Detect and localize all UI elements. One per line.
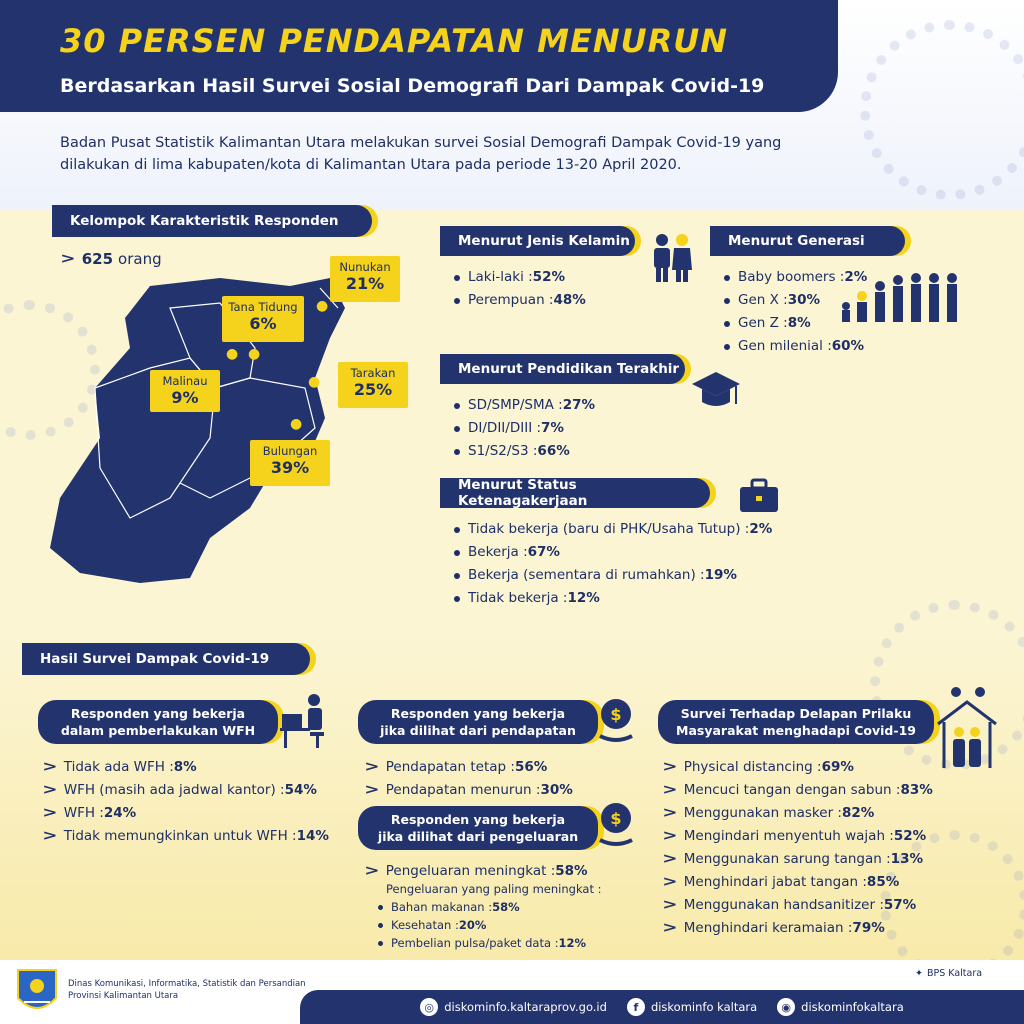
karakteristik-heading-label: Kelompok Karakteristik Responden [70,213,339,229]
item-label: Baby boomers : [738,269,845,285]
chevron-right-icon: > [42,782,58,798]
item-value: 30% [787,292,821,308]
generasi-list [724,266,867,358]
item-value: 2% [844,269,868,285]
chevron-right-icon: > [662,920,678,936]
item-value: 58% [555,863,588,879]
bullet-icon [378,941,383,946]
generasi-heading [710,226,905,256]
map-pin-icon: ● [308,374,321,390]
perilaku-heading [658,700,934,744]
wfh-heading-line1: Responden yang bekerja [70,706,246,721]
item-label: Tidak bekerja : [468,590,568,606]
list-item [664,756,933,779]
people-icon [650,232,694,284]
item-label: Laki-laki : [468,269,533,285]
list-item [378,898,586,916]
wfh-list [44,756,329,848]
pendapatan-heading-line2: jika dilihat dari pendapatan [380,723,576,738]
item-label: S1/S2/S3 : [468,443,538,459]
region-tarakan [338,362,408,408]
item-label: Pendapatan menurun : [385,782,541,798]
pengeluaran-heading-line1: Responden yang bekerja [390,812,566,827]
karakteristik-heading [52,205,372,237]
respondents-number: 625 [81,250,114,268]
jenis-kelamin-list [454,266,586,312]
bullet-icon [454,449,460,455]
list-item [664,802,933,825]
item-value: 60% [831,338,865,354]
item-value: 66% [537,443,570,459]
svg-text:$: $ [610,809,622,828]
perilaku-list [664,756,933,940]
chevron-right-icon: > [662,874,678,890]
star-icon: ✦ [915,968,923,979]
item-label: Perempuan : [468,292,554,308]
region-value: 6% [249,314,277,333]
item-value: 20% [458,918,487,932]
facebook-icon: f [627,998,645,1016]
region-value: 25% [353,380,393,399]
item-label: Mengindari menyentuh wajah : [683,828,894,844]
item-value: 19% [704,567,737,583]
jenis-kelamin-heading [440,226,635,256]
list-item [724,289,867,312]
pendidikan-list [454,394,595,463]
list-item [664,779,933,802]
item-label: WFH (masih ada jadwal kantor) : [63,782,285,798]
item-label: Physical distancing : [683,759,822,775]
bps-credit [915,968,982,979]
chevron-right-icon: > [662,897,678,913]
item-label: Menggunakan handsanitizer : [683,897,884,913]
svg-text:$: $ [610,705,622,724]
item-value: 24% [103,805,137,821]
item-label: Menggunakan masker : [683,805,842,821]
ketenagakerjaan-list [454,518,772,610]
chevron-right-icon: > [364,782,380,798]
list-item [366,756,573,779]
bullet-icon [724,298,730,304]
bullet-icon [454,298,460,304]
map-pin-icon: ● [290,416,303,432]
list-item [454,394,595,417]
pendidikan-heading [440,354,685,384]
item-value: 52% [893,828,927,844]
item-label: Gen milenial : [738,338,832,354]
wfh-heading-line2: dalam pemberlakukan WFH [60,723,256,738]
region-bulungan [250,440,330,486]
item-value: 12% [567,590,600,606]
pendapatan-heading [358,700,598,744]
bullet-icon [724,321,730,327]
item-value: 8% [787,315,811,331]
chevron-right-icon: > [662,851,678,867]
map-pin-icon: ● [316,298,329,314]
jenis-kelamin-heading-label: Menurut Jenis Kelamin [458,233,630,249]
chevron-right-icon: > [364,863,380,879]
item-value: 83% [900,782,933,798]
item-value: 54% [284,782,317,798]
item-label: DI/DII/DIII : [468,420,542,436]
footer-instagram[interactable] [777,998,904,1016]
generasi-heading-label: Menurut Generasi [728,233,865,249]
dinas-line2: Provinsi Kalimantan Utara [68,991,179,1001]
item-label: Menghindari jabat tangan : [683,874,867,890]
item-label: Tidak memungkinkan untuk WFH : [63,828,297,844]
item-value: 56% [514,759,548,775]
list-item [378,934,586,952]
bullet-icon [454,426,460,432]
list-item [44,756,329,779]
pengeluaran-heading [358,806,598,850]
chevron-right-icon: > [662,828,678,844]
item-label: Pengeluaran meningkat : [385,863,556,879]
region-name: Nunukan [339,260,391,274]
pendidikan-heading-label: Menurut Pendidikan Terakhir [458,361,680,377]
list-item [454,564,772,587]
respondents-count [62,250,162,268]
bullet-icon [454,275,460,281]
chevron-right-icon: > [662,759,678,775]
list-item [724,266,867,289]
region-value: 39% [270,458,310,477]
item-value: 82% [841,805,875,821]
ketenagakerjaan-heading [440,478,710,508]
province-emblem-icon [14,966,60,1018]
list-item [378,916,586,934]
item-value: 27% [562,397,596,413]
chevron-right-icon: > [364,759,380,775]
pendapatan-heading-line1: Responden yang bekerja [390,706,566,721]
perilaku-heading-line2: Masyarakat menghadapi Covid-19 [676,723,916,738]
money-up-icon [596,800,636,850]
list-item [664,848,933,871]
region-nunukan [330,256,400,302]
item-value: 52% [532,269,565,285]
money-down-icon [596,696,636,746]
footer-website[interactable] [420,998,607,1016]
pengeluaran-sublist [378,898,586,952]
list-item [724,312,867,335]
item-label: Mencuci tangan dengan sabun : [683,782,901,798]
item-label: Gen X : [738,292,788,308]
graduation-cap-icon [690,370,742,414]
chevron-right-icon: > [662,805,678,821]
region-name: Malinau [162,374,208,388]
bullet-icon [378,923,383,928]
list-item [454,518,772,541]
list-item [44,825,329,848]
bullet-icon [454,527,460,533]
bullet-icon [454,573,460,579]
website-label: diskominfo.kaltaraprov.go.id [444,1000,607,1014]
item-value: 13% [890,851,923,867]
footer-bar [300,990,1024,1024]
bullet-icon [454,550,460,556]
bullet-icon [378,905,383,910]
list-item [454,289,586,312]
chevron-right-icon: > [42,759,58,775]
pengeluaran-heading-line2: jika dilihat dari pengeluaran [377,829,579,844]
wfh-heading [38,700,278,744]
instagram-label: diskominfokaltara [801,1000,904,1014]
item-value: 2% [749,521,773,537]
bullet-icon [454,596,460,602]
item-label: Bekerja : [468,544,528,560]
region-name: Bulungan [262,444,318,458]
list-item [664,894,933,917]
dinas-name [68,978,306,1002]
list-item [366,779,573,802]
pendapatan-list [366,756,573,802]
hasil-heading-label: Hasil Survei Dampak Covid-19 [40,651,270,667]
item-label: Kesehatan : [391,918,459,932]
respondents-unit: orang [118,250,162,268]
list-item [664,917,933,940]
facebook-label: diskominfo kaltara [650,1000,758,1014]
dinas-line1: Dinas Komunikasi, Informatika, Statistik dan Persandian [68,979,306,989]
list-item [724,335,867,358]
list-item [454,440,595,463]
home-family-icon [934,684,1000,772]
item-label: Pembelian pulsa/paket data : [391,936,559,950]
list-item [454,587,772,610]
item-value: 57% [883,897,917,913]
item-label: Gen Z : [738,315,788,331]
bps-label: BPS Kaltara [926,968,983,979]
page-title: 30 PERSEN PENDAPATAN MENURUN [60,22,728,60]
item-label: Tidak bekerja (baru di PHK/Usaha Tutup) : [468,521,750,537]
item-value: 12% [558,936,587,950]
item-label: Bekerja (sementara di rumahkan) : [468,567,705,583]
hasil-heading [22,643,310,675]
bullet-icon [724,344,730,350]
list-item [44,802,329,825]
item-label: WFH : [63,805,104,821]
item-label: Menghindari keramaian : [683,920,853,936]
desk-worker-icon [280,692,330,750]
chevron-right-icon: > [42,805,58,821]
map-pin-icon: ● [248,346,261,362]
item-value: 85% [866,874,900,890]
briefcase-icon [738,478,780,514]
item-value: 69% [821,759,854,775]
list-item [454,541,772,564]
item-label: Tidak ada WFH : [63,759,174,775]
list-item [44,779,329,802]
item-value: 67% [527,544,560,560]
item-value: 30% [540,782,573,798]
bullet-icon [454,403,460,409]
item-value: 79% [852,920,885,936]
item-value: 7% [541,420,564,436]
item-label: Pendapatan tetap : [385,759,515,775]
chevron-right-icon: > [662,782,678,798]
region-name: Tana Tidung [228,300,298,314]
chevron-right-icon: > [60,251,76,267]
item-value: 8% [173,759,197,775]
item-value: 14% [296,828,329,844]
kaltara-map [40,268,360,590]
item-label: SD/SMP/SMA : [468,397,563,413]
region-malinau [150,370,220,412]
instagram-icon: ◉ [777,998,795,1016]
map-pin-icon: ● [226,346,239,362]
list-item [454,266,586,289]
region-tana-tidung [222,296,304,342]
region-name: Tarakan [350,366,396,380]
page-subtitle: Berdasarkan Hasil Survei Sosial Demografi Dari Dampak Covid-19 [60,75,765,97]
item-label: Menggunakan sarung tangan : [683,851,891,867]
region-value: 9% [171,388,199,407]
pengeluaran-sub-heading: Pengeluaran yang paling meningkat : [386,882,602,896]
perilaku-heading-line1: Survei Terhadap Delapan Prilaku [680,706,912,721]
ketenagakerjaan-heading-label: Menurut Status Ketenagakerjaan [458,477,588,509]
list-item [664,871,933,894]
globe-icon: ◎ [420,998,438,1016]
footer-facebook[interactable] [627,998,757,1016]
bullet-icon [724,275,730,281]
item-value: 48% [553,292,586,308]
intro-text: Badan Pusat Statistik Kalimantan Utara melakukan survei Sosial Demografi Dampak Covid-19 yang dilakukan di lima kabupaten/kota di Kalimantan Utara pada periode 13-20 April 2020. [60,135,782,173]
item-value: 58% [492,900,520,914]
item-label: Bahan makanan : [391,900,493,914]
list-item [664,825,933,848]
region-value: 21% [345,274,385,293]
chevron-right-icon: > [42,828,58,844]
list-item [454,417,595,440]
